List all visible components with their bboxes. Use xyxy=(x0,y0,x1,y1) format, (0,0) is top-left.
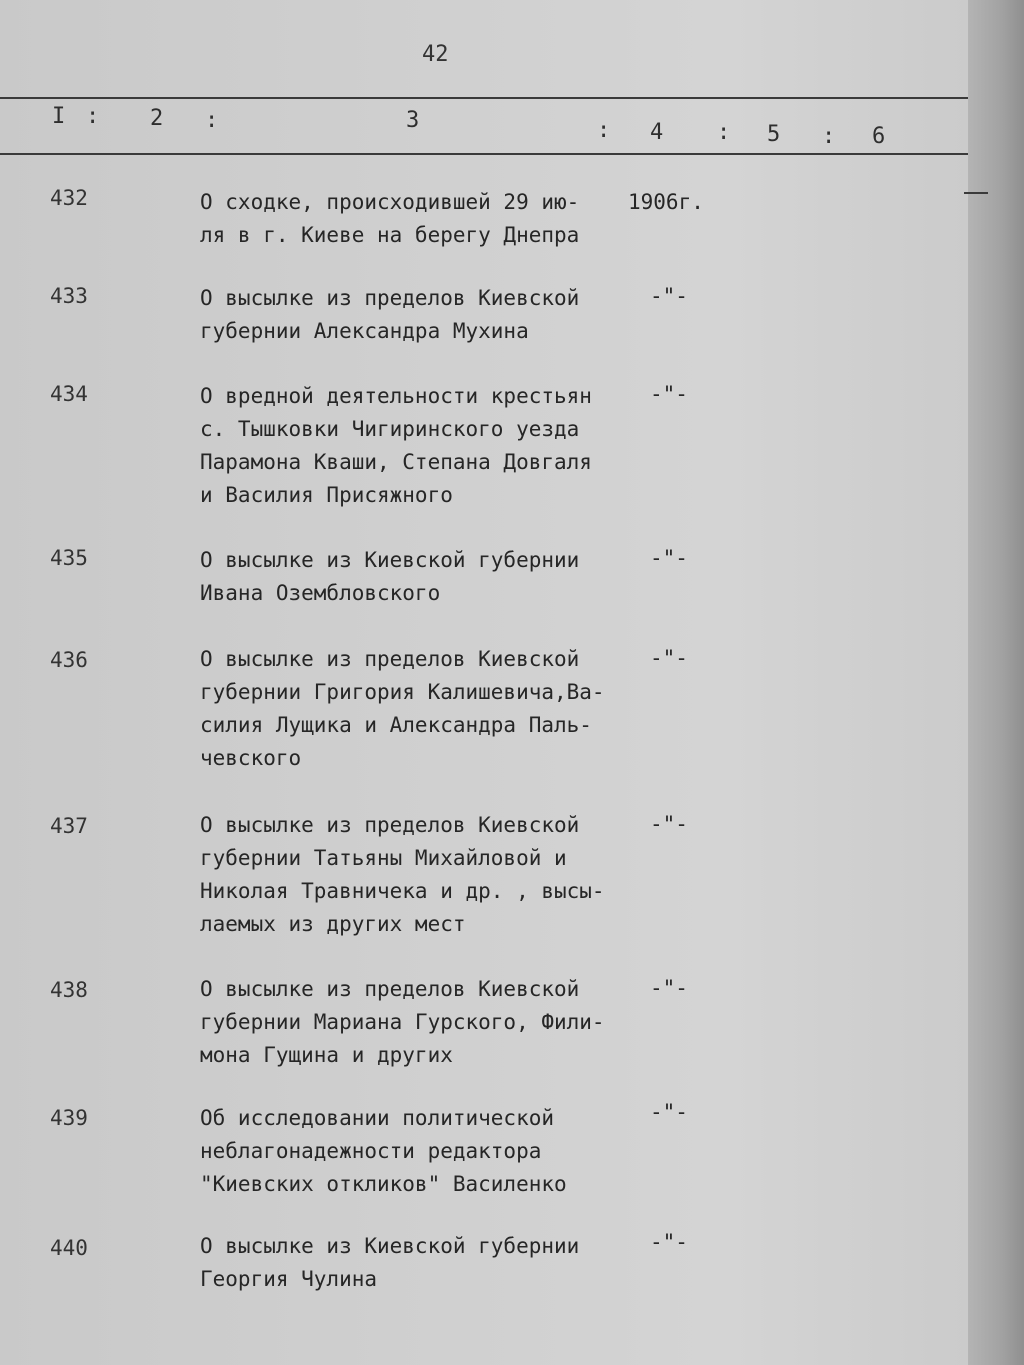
entry-ditto-mark: -"- xyxy=(650,382,688,406)
entry-number: 433 xyxy=(50,284,88,308)
column-header-5: 5 xyxy=(767,122,781,147)
entry-ditto-mark: -"- xyxy=(650,1230,688,1254)
entry-title: О сходке, происходившей 29 ию- ля в г. Киеве на берегу Днепра xyxy=(200,190,580,247)
entry-title: О высылке из пределов Киевской губернии Татьяны Михайловой и Николая Травничека и др. , высы- лаемых из других мест xyxy=(200,813,605,936)
column-separator: : xyxy=(717,120,731,145)
entry-number: 436 xyxy=(50,648,88,672)
entry-title: О высылке из пределов Киевской губернии Александра Мухина xyxy=(200,286,580,343)
column-header-4: 4 xyxy=(650,120,664,145)
entry-title: О высылке из Киевской губернии Георгия Чулина xyxy=(200,1234,580,1291)
entry-number: 440 xyxy=(50,1236,88,1260)
entry-title: О высылке из пределов Киевской губернии Мариана Гурского, Фили- мона Гущина и других xyxy=(200,977,605,1067)
entry-number: 439 xyxy=(50,1106,88,1130)
edge-mark xyxy=(964,192,988,194)
entry-ditto-mark: -"- xyxy=(650,976,688,1000)
entry-number: 434 xyxy=(50,382,88,406)
entry-date: 1906г. xyxy=(628,190,704,214)
entry-ditto-mark: -"- xyxy=(650,284,688,308)
header-top-rule xyxy=(0,97,968,99)
column-separator: : xyxy=(822,124,836,149)
entry-title: Об исследовании политической неблагонадежности редактора "Киевских откликов" Василенко xyxy=(200,1106,567,1196)
column-header-3: 3 xyxy=(406,108,420,133)
column-separator: : xyxy=(205,108,219,133)
next-page-edge xyxy=(968,0,1024,1365)
page-number: 42 xyxy=(422,42,449,67)
entry-title: О вредной деятельности крестьян с. Тышковки Чигиринского уезда Парамона Кваши, Степана Довгаля и Василия Присяжного xyxy=(200,384,592,507)
entry-number: 438 xyxy=(50,978,88,1002)
entry-title: О высылке из Киевской губернии Ивана Оземблoвского xyxy=(200,548,580,605)
entry-ditto-mark: -"- xyxy=(650,1100,688,1124)
column-separator: : xyxy=(86,104,100,129)
entry-title: О высылке из пределов Киевской губернии Григория Калишевича,Ва- силия Лущика и Александра Паль- чевского xyxy=(200,647,605,770)
column-header-6: 6 xyxy=(872,124,886,149)
entry-ditto-mark: -"- xyxy=(650,546,688,570)
entry-ditto-mark: -"- xyxy=(650,646,688,670)
column-header-1: I xyxy=(52,104,66,129)
column-header-2: 2 xyxy=(150,106,164,131)
entry-number: 435 xyxy=(50,546,88,570)
entry-number: 432 xyxy=(50,186,88,210)
entry-ditto-mark: -"- xyxy=(650,812,688,836)
entry-number: 437 xyxy=(50,814,88,838)
header-bottom-rule xyxy=(0,153,968,155)
column-separator: : xyxy=(597,118,611,143)
